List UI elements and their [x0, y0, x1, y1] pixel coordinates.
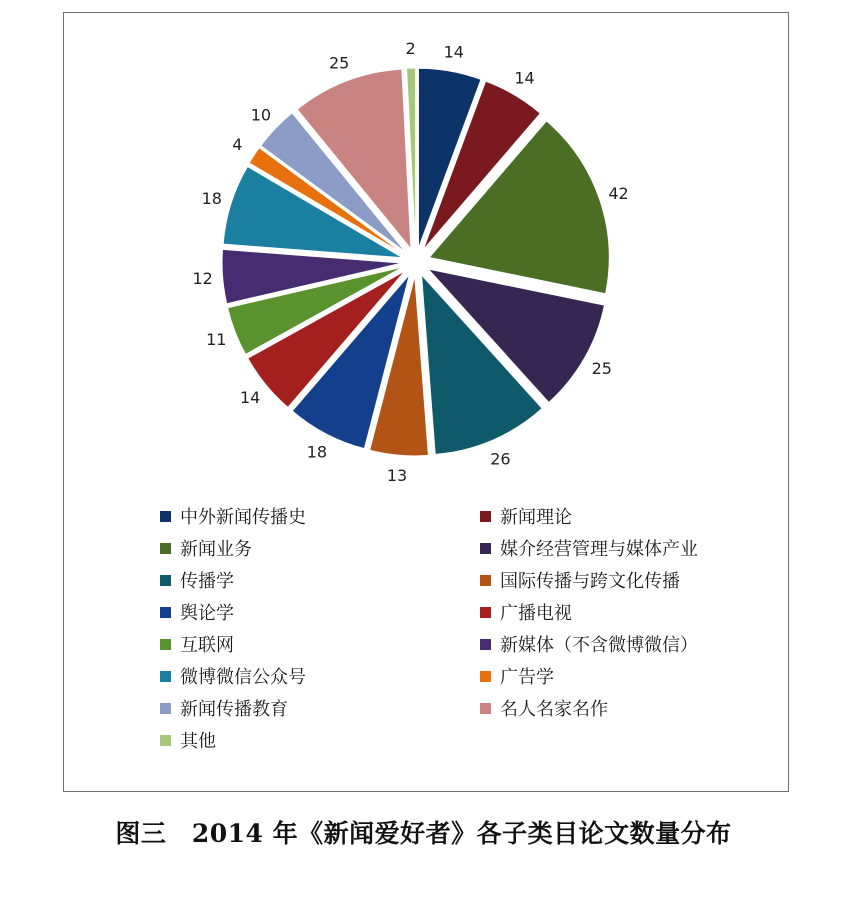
legend-item — [480, 503, 572, 529]
legend-label: 名人名家名作 — [500, 699, 608, 720]
slice-value-label: 2 — [405, 39, 416, 59]
legend-swatch — [160, 639, 171, 650]
legend-label: 微博微信公众号 — [180, 667, 306, 688]
slice-value-label: 18 — [201, 188, 222, 208]
legend-label: 其他 — [180, 731, 216, 752]
legend-swatch — [480, 575, 491, 586]
legend-swatch — [160, 607, 171, 618]
slice-value-label: 12 — [192, 269, 213, 289]
legend-swatch — [160, 735, 171, 746]
legend-item — [160, 663, 306, 689]
legend-label: 新闻传播教育 — [180, 699, 288, 720]
slice-value-label: 10 — [250, 105, 272, 125]
legend-item — [160, 599, 234, 625]
legend-swatch — [160, 511, 171, 522]
legend-swatch — [480, 543, 491, 554]
legend-swatch — [160, 575, 171, 586]
slice-value-label: 14 — [443, 42, 464, 62]
legend-label: 互联网 — [180, 635, 234, 656]
legend-item — [480, 535, 698, 561]
slice-value-label: 14 — [239, 388, 261, 408]
legend-item — [480, 663, 554, 689]
legend-swatch — [160, 671, 171, 682]
slice-value-label: 13 — [386, 466, 408, 486]
slice-value-label: 4 — [232, 135, 243, 155]
legend-swatch — [480, 511, 491, 522]
figure-caption: 图三 2014 年《新闻爱好者》各子类目论文数量分布 — [115, 819, 732, 848]
legend-swatch — [480, 607, 491, 618]
legend-label: 广告学 — [500, 667, 554, 688]
slice-value-label: 14 — [514, 68, 535, 88]
legend-item — [480, 695, 608, 721]
legend-swatch — [480, 703, 491, 714]
slice-value-label: 25 — [328, 53, 350, 73]
legend-item — [160, 503, 306, 529]
slice-value-label: 26 — [490, 449, 511, 469]
legend-swatch — [480, 671, 491, 682]
legend-swatch — [160, 703, 171, 714]
legend-label: 传播学 — [180, 571, 234, 592]
legend-item — [480, 631, 698, 657]
pie-slices — [222, 68, 609, 456]
legend-item — [480, 599, 572, 625]
slice-value-label: 18 — [306, 442, 328, 462]
legend-label: 媒介经营管理与媒体产业 — [500, 539, 698, 560]
legend-item — [160, 567, 234, 593]
slice-value-label: 11 — [206, 329, 227, 349]
legend-swatch — [160, 543, 171, 554]
legend-item — [160, 727, 216, 753]
legend-item — [160, 695, 288, 721]
slice-value-label: 25 — [591, 359, 612, 379]
legend-label: 新闻理论 — [500, 507, 572, 528]
legend-swatch — [480, 639, 491, 650]
legend-label: 国际传播与跨文化传播 — [500, 571, 680, 592]
legend-item — [480, 567, 680, 593]
slice-value-label: 42 — [608, 183, 629, 203]
legend-label: 新闻业务 — [180, 539, 252, 560]
legend-item — [160, 535, 252, 561]
legend-label: 中外新闻传播史 — [180, 507, 306, 528]
legend-label: 广播电视 — [500, 603, 572, 624]
legend-label: 新媒体（不含微博微信） — [500, 635, 698, 656]
legend-item — [160, 631, 234, 657]
legend-label: 舆论学 — [180, 603, 234, 624]
